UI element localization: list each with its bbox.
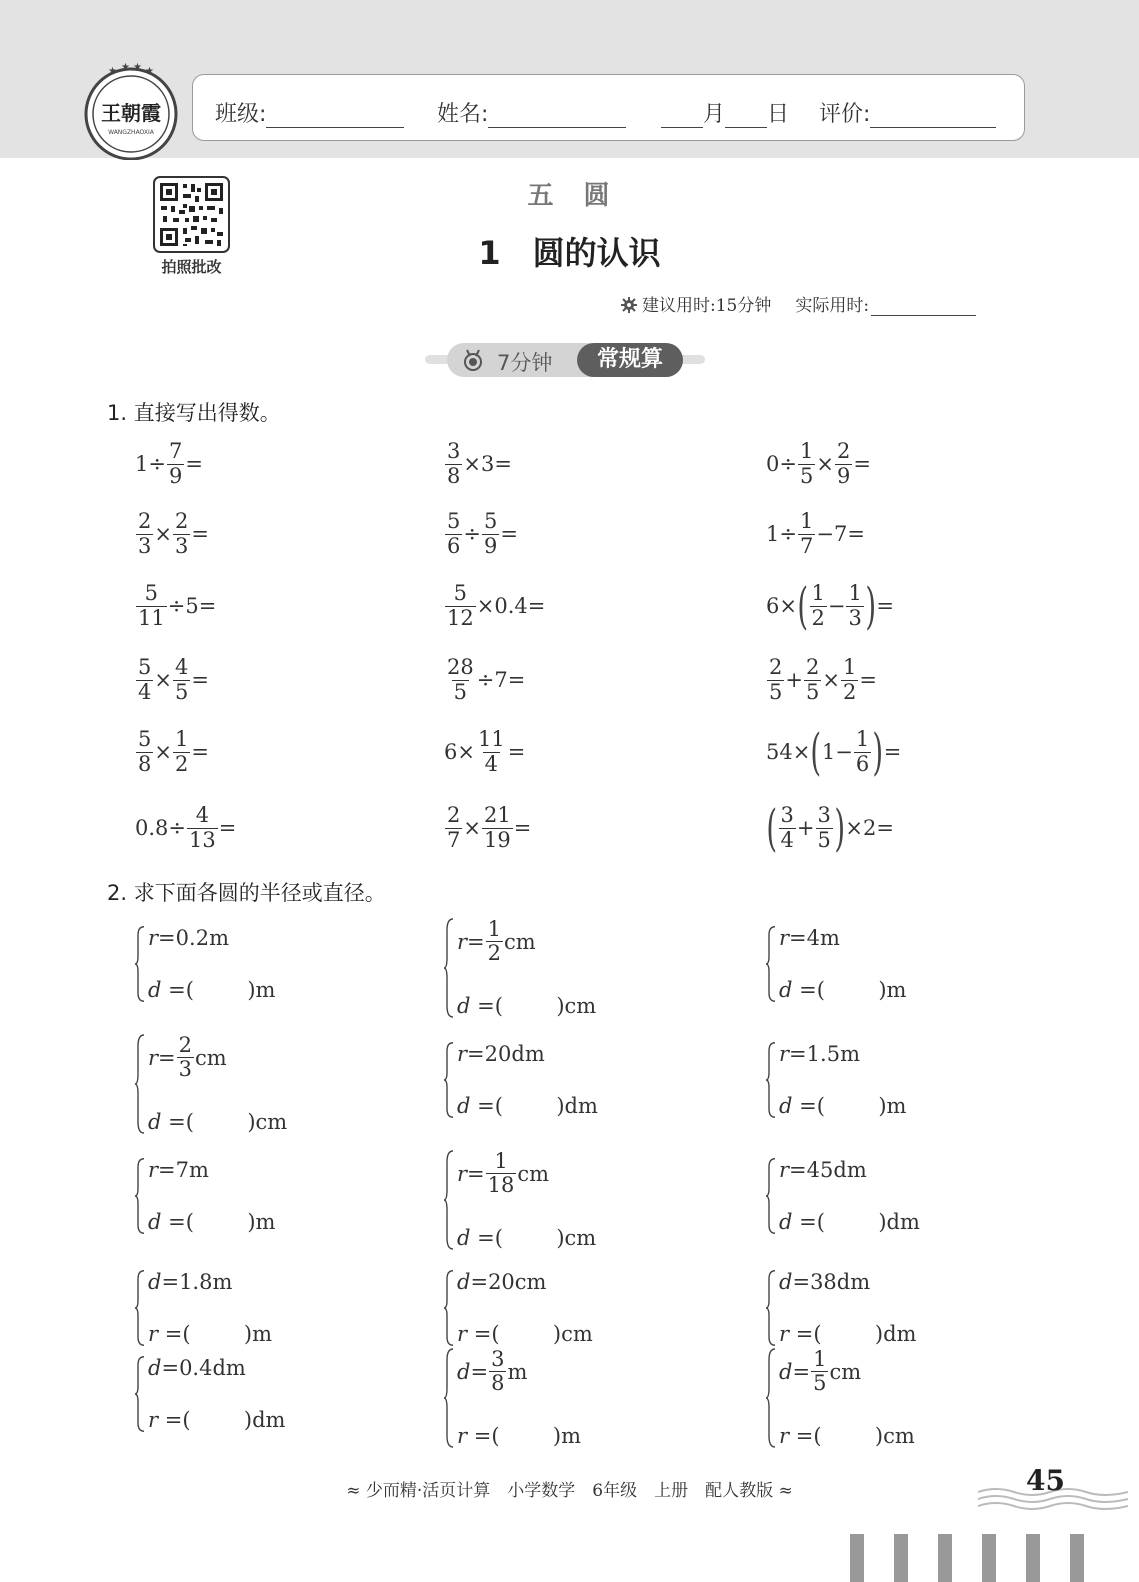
svg-text:★: ★ <box>145 66 154 77</box>
fraction: $\frac{28}{5}$ <box>447 655 474 704</box>
calc-item[interactable]: $\frac{2}{5}$ + $\frac{2}{5}$ × $\frac{1}{2}$ = <box>769 655 877 704</box>
student-info-box <box>192 74 1025 141</box>
answer-blank[interactable]: d =( )m <box>779 1094 907 1118</box>
given-value: r = 1.5 m <box>779 1042 860 1066</box>
fraction: $\frac{1}{5}$ <box>813 1347 827 1396</box>
fraction: $\frac{3}{4}$ <box>780 803 794 852</box>
calc-item[interactable]: $\frac{5}{8}$ × $\frac{1}{2}$ = <box>138 727 209 776</box>
day-blank[interactable] <box>725 106 767 128</box>
answer-blank[interactable]: d =( )dm <box>779 1210 920 1234</box>
fraction: $\frac{2}{7}$ <box>447 803 461 852</box>
parenthesis: ( <box>797 577 809 635</box>
calc-item[interactable]: 1 ÷ $\frac{1}{7}$ − 7 = <box>766 509 865 558</box>
circle-item[interactable] <box>444 1150 596 1250</box>
brace <box>135 926 145 1002</box>
given-value: r = 7 m <box>148 1158 209 1182</box>
answer-blank[interactable]: r =( )cm <box>779 1424 915 1448</box>
given-value: r = 45 dm <box>779 1158 867 1182</box>
month-label: 月 <box>703 102 726 127</box>
answer-blank[interactable]: d =( )m <box>148 978 276 1002</box>
medal-icon <box>461 348 485 372</box>
given-value: d = $\frac{1}{5}$ cm <box>779 1347 862 1396</box>
fraction: $\frac{3}{8}$ <box>447 439 461 488</box>
section-banner <box>425 343 705 377</box>
given-value: d = 0.4 dm <box>148 1356 246 1380</box>
svg-text:★: ★ <box>133 62 142 73</box>
circle-item[interactable] <box>766 1348 915 1448</box>
given-value: d = $\frac{3}{8}$ m <box>457 1347 528 1396</box>
fraction: $\frac{2}{5}$ <box>769 655 783 704</box>
fraction: $\frac{1}{2}$ <box>174 727 189 776</box>
fraction: $\frac{5}{11}$ <box>138 581 165 630</box>
answer-blank[interactable]: r =( )m <box>457 1424 582 1448</box>
fraction: $\frac{3}{5}$ <box>817 803 831 852</box>
brace <box>766 1270 776 1346</box>
brace <box>135 1270 145 1346</box>
fraction: $\frac{1}{6}$ <box>855 727 870 776</box>
given-value: r = $\frac{1}{2}$ cm <box>457 917 536 966</box>
given-value: r = 4 m <box>779 926 840 950</box>
question-2-title: 2. 求下面各圆的半径或直径。 <box>107 881 386 905</box>
banner-minutes: 7分钟 <box>497 351 553 375</box>
fraction: $\frac{5}{4}$ <box>138 655 152 704</box>
name-field[interactable] <box>437 97 626 128</box>
fraction: $\frac{1}{3}$ <box>848 581 862 630</box>
brace <box>135 1034 145 1134</box>
brace <box>766 1042 776 1118</box>
brace <box>135 1158 145 1234</box>
qr-label: 拍照批改 <box>161 258 222 276</box>
parenthesis: ) <box>872 723 884 781</box>
svg-text:★: ★ <box>121 62 130 73</box>
calc-item[interactable]: 0.8 ÷ $\frac{4}{13}$ = <box>135 803 237 852</box>
brace <box>444 1348 454 1448</box>
month-blank[interactable] <box>661 106 703 128</box>
answer-blank[interactable]: d =( )cm <box>457 994 597 1018</box>
calc-item[interactable]: 6 × $\frac{11}{4}$ = <box>444 727 526 776</box>
edge-tab-bars <box>850 1534 1139 1582</box>
fraction: $\frac{1}{18}$ <box>487 1149 515 1198</box>
brace <box>135 1356 145 1432</box>
given-value: r = $\frac{2}{3}$ cm <box>148 1033 227 1082</box>
actual-time-label: 实际用时: <box>795 296 870 316</box>
fraction: $\frac{1}{7}$ <box>799 509 814 558</box>
given-value: r = 0.2 m <box>148 926 229 950</box>
parenthesis: ) <box>865 577 876 635</box>
calc-item[interactable]: 6 × ( $\frac{1}{2}$ − $\frac{1}{3}$ ) = <box>766 577 894 635</box>
calc-item[interactable]: $\frac{28}{5}$ ÷ 7 = <box>447 655 526 704</box>
circle-item[interactable] <box>135 926 275 1002</box>
circle-item[interactable] <box>444 1042 598 1118</box>
rating-blank[interactable] <box>870 106 996 128</box>
suggested-time: 建议用时:15分钟 <box>642 296 772 316</box>
circle-item[interactable] <box>766 1042 906 1118</box>
brace <box>766 1158 776 1234</box>
calc-item[interactable]: 0 ÷ $\frac{1}{5}$ × $\frac{2}{9}$ = <box>766 439 871 488</box>
brace <box>444 1270 454 1346</box>
gear-icon <box>620 296 638 314</box>
given-value: r = $\frac{1}{18}$ cm <box>457 1149 550 1198</box>
answer-blank[interactable]: r =( )dm <box>779 1322 917 1346</box>
circle-item[interactable] <box>135 1356 285 1432</box>
answer-blank[interactable]: d =( )m <box>148 1210 276 1234</box>
svg-text:★: ★ <box>108 66 117 77</box>
answer-blank[interactable]: r =( )dm <box>148 1408 286 1432</box>
calc-item[interactable]: $\frac{5}{12}$ × 0.4 = <box>447 581 546 630</box>
svg-text:WANGZHAOXIA: WANGZHAOXIA <box>108 129 154 136</box>
circle-item[interactable] <box>766 1270 916 1346</box>
name-blank[interactable] <box>488 106 626 128</box>
rating-label: 评价: <box>819 102 871 127</box>
fraction: $\frac{5}{9}$ <box>483 509 498 558</box>
lesson-title: 1 圆的认识 <box>478 234 661 272</box>
answer-blank[interactable]: d =( )cm <box>148 1110 288 1134</box>
fraction: $\frac{4}{5}$ <box>174 655 189 704</box>
publisher-logo <box>82 62 180 160</box>
fraction: $\frac{5}{6}$ <box>447 509 461 558</box>
fraction: $\frac{2}{5}$ <box>805 655 820 704</box>
name-label: 姓名: <box>437 102 489 127</box>
calc-item[interactable]: $\frac{5}{11}$ ÷ 5 = <box>138 581 217 630</box>
day-label: 日 <box>767 102 790 127</box>
calc-item[interactable]: $\frac{2}{7}$ × $\frac{21}{19}$ = <box>447 803 532 852</box>
fraction: $\frac{2}{3}$ <box>178 1033 193 1082</box>
fraction: $\frac{2}{3}$ <box>174 509 189 558</box>
time-row <box>620 291 976 316</box>
fraction: $\frac{5}{8}$ <box>138 727 152 776</box>
question-1-title: 1. 直接写出得数。 <box>107 401 281 425</box>
class-label: 班级: <box>215 102 267 127</box>
fraction: $\frac{1}{2}$ <box>487 917 502 966</box>
circle-item[interactable] <box>766 1158 920 1234</box>
circle-item[interactable] <box>444 1348 581 1448</box>
given-value: d = 20 cm <box>457 1270 547 1294</box>
circle-item[interactable] <box>135 1034 287 1134</box>
fraction: $\frac{3}{8}$ <box>491 1347 505 1396</box>
page-number: 45 <box>1026 1464 1065 1497</box>
calc-item[interactable]: 54 × ( 1 − $\frac{1}{6}$ ) = <box>766 723 902 781</box>
given-value: r = 20 dm <box>457 1042 545 1066</box>
parenthesis: ) <box>834 799 845 857</box>
parenthesis: ( <box>810 723 822 781</box>
calc-item[interactable]: 1 ÷ $\frac{7}{9}$ = <box>135 439 203 488</box>
circle-item[interactable] <box>766 926 906 1002</box>
logo-text: 王朝霞 <box>101 101 161 125</box>
date-field[interactable] <box>661 97 789 128</box>
calc-item[interactable]: $\frac{3}{8}$ × 3 = <box>447 439 512 488</box>
brace <box>766 1348 776 1448</box>
fraction: $\frac{5}{12}$ <box>447 581 474 630</box>
unit-title: 五 圆 <box>527 181 612 211</box>
fraction: $\frac{1}{2}$ <box>842 655 857 704</box>
circle-item[interactable] <box>444 1270 593 1346</box>
class-blank[interactable] <box>266 106 404 128</box>
class-field[interactable] <box>215 97 404 128</box>
brace <box>444 918 454 1018</box>
rating-field[interactable] <box>819 97 996 128</box>
answer-blank[interactable]: r =( )cm <box>457 1322 593 1346</box>
answer-blank[interactable]: d =( )dm <box>457 1094 598 1118</box>
given-value: d = 38 dm <box>779 1270 871 1294</box>
fraction: $\frac{4}{13}$ <box>189 803 216 852</box>
fraction: $\frac{7}{9}$ <box>168 439 183 488</box>
brace <box>444 1042 454 1118</box>
circle-item[interactable] <box>135 1158 275 1234</box>
fraction: $\frac{1}{5}$ <box>799 439 814 488</box>
parenthesis: ( <box>766 799 778 857</box>
fraction: $\frac{2}{3}$ <box>138 509 152 558</box>
given-value: d = 1.8 m <box>148 1270 233 1294</box>
calc-item[interactable]: $\frac{5}{6}$ ÷ $\frac{5}{9}$ = <box>447 509 518 558</box>
fraction: $\frac{1}{2}$ <box>811 581 825 630</box>
brace <box>766 926 776 1002</box>
brace <box>444 1150 454 1250</box>
banner-tag: 常规算 <box>577 343 683 377</box>
calc-item[interactable]: ( $\frac{3}{4}$ + $\frac{3}{5}$ ) × 2 = <box>766 799 894 857</box>
fraction: $\frac{21}{19}$ <box>483 803 511 852</box>
circle-item[interactable] <box>444 918 596 1018</box>
answer-blank[interactable]: r =( )m <box>148 1322 273 1346</box>
circle-item[interactable] <box>135 1270 272 1346</box>
actual-time-blank[interactable] <box>871 296 976 316</box>
footer-text: ≈ 少而精·活页计算 小学数学 6年级 上册 配人教版 ≈ <box>346 1481 793 1501</box>
calc-item[interactable]: $\frac{2}{3}$ × $\frac{2}{3}$ = <box>138 509 209 558</box>
answer-blank[interactable]: d =( )cm <box>457 1226 597 1250</box>
answer-blank[interactable]: d =( )m <box>779 978 907 1002</box>
fraction: $\frac{11}{4}$ <box>477 727 505 776</box>
fraction: $\frac{2}{9}$ <box>836 439 851 488</box>
calc-item[interactable]: $\frac{5}{4}$ × $\frac{4}{5}$ = <box>138 655 209 704</box>
